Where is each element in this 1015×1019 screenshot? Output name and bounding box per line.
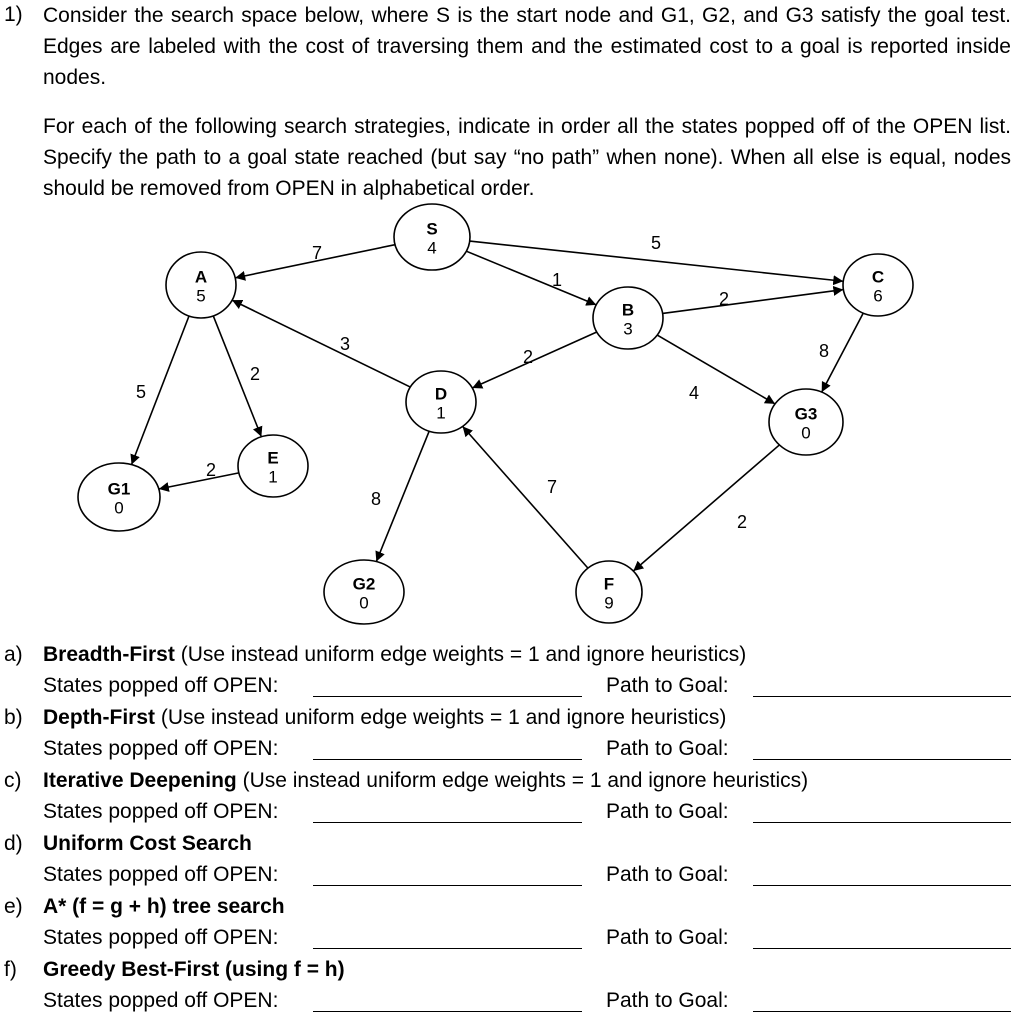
strategy-name: Breadth-First — [43, 643, 175, 666]
path-to-goal-label: Path to Goal: — [606, 926, 729, 949]
node-f — [576, 561, 642, 623]
strategy-note: (Use instead uniform edge weights = 1 and ignore heuristics) — [180, 643, 747, 666]
node-heuristic-label: 0 — [359, 593, 369, 613]
question-intro: Consider the search space below, where S is the start node and G1, G2, and G3 satisfy the goal test. Edges are labeled with the cost of traversing them and the estimated cost to a goal is reported inside nodes. — [43, 4, 1011, 89]
edge-cost-label: 8 — [818, 341, 830, 361]
path-to-goal-label: Path to Goal: — [606, 674, 729, 697]
strategy-letter: f) — [4, 958, 17, 981]
node-name-label: S — [426, 219, 438, 239]
path-to-goal-label: Path to Goal: — [606, 989, 729, 1012]
states-popped-label: States popped off OPEN: — [43, 926, 279, 949]
edge-d-to-g2 — [371, 431, 429, 561]
edge-a-to-e — [213, 316, 261, 437]
states-popped-label: States popped off OPEN: — [43, 989, 279, 1012]
node-heuristic-label: 0 — [801, 423, 811, 443]
edge-c-to-g3 — [819, 313, 863, 392]
path-to-goal-answer-blank[interactable] — [753, 822, 1011, 823]
edge-arrow — [633, 445, 779, 571]
edge-b-to-g3 — [657, 335, 775, 404]
strategy-letter: b) — [4, 706, 23, 729]
node-name-label: B — [621, 300, 635, 320]
edge-cost-label: 1 — [551, 270, 563, 290]
node-heuristic-label: 9 — [604, 593, 614, 613]
node-c — [843, 254, 913, 316]
node-b — [593, 287, 663, 349]
path-to-goal-label: Path to Goal: — [606, 800, 729, 823]
path-to-goal-answer-blank[interactable] — [753, 885, 1011, 886]
edge-b-to-d — [472, 332, 597, 388]
edge-cost-label: 5 — [135, 382, 147, 402]
edge-s-to-b — [466, 251, 596, 305]
path-to-goal-answer-blank[interactable] — [753, 948, 1011, 949]
strategy-letter: a) — [4, 643, 23, 666]
states-popped-answer-blank[interactable] — [313, 759, 582, 760]
path-to-goal-answer-blank[interactable] — [753, 696, 1011, 697]
strategy-name: Iterative Deepening — [43, 769, 237, 792]
question-instructions: For each of the following search strategies, indicate in order all the states popped off of the OPEN list. Specify the path to a goal state reached (but say “no path” when none). When all else is equal, nodes should be removed from OPEN in alphabetical order. — [43, 115, 1011, 200]
strategy-note: (Use instead uniform edge weights = 1 and ignore heuristics) — [242, 769, 809, 792]
node-g1 — [78, 463, 160, 531]
node-e — [238, 435, 308, 497]
edge-arrow — [466, 251, 596, 305]
edge-cost-label: 7 — [311, 243, 323, 263]
node-name-label: D — [434, 384, 448, 404]
states-popped-label: States popped off OPEN: — [43, 674, 279, 697]
node-s — [394, 204, 470, 270]
node-name-label: A — [194, 267, 208, 287]
strategy-name: Uniform Cost Search — [43, 832, 252, 855]
edge-b-to-c — [663, 289, 844, 313]
node-name-label: G1 — [107, 479, 131, 499]
path-to-goal-label: Path to Goal: — [606, 863, 729, 886]
states-popped-answer-blank[interactable] — [313, 822, 582, 823]
question-number: 1) — [4, 3, 23, 26]
edge-s-to-a — [235, 243, 395, 278]
edge-cost-label: 2 — [522, 347, 534, 367]
edge-cost-label: 7 — [546, 477, 558, 497]
node-name-label: G2 — [352, 574, 376, 594]
edge-cost-label: 8 — [370, 489, 382, 509]
strategy-name: Greedy Best-First (using f = h) — [43, 958, 345, 981]
node-d — [406, 371, 476, 433]
node-g2 — [324, 560, 404, 624]
states-popped-answer-blank[interactable] — [313, 696, 582, 697]
edge-e-to-g1 — [159, 460, 239, 489]
edge-cost-label: 2 — [718, 289, 730, 309]
states-popped-answer-blank[interactable] — [313, 1011, 582, 1012]
edge-s-to-c — [470, 233, 844, 281]
states-popped-answer-blank[interactable] — [313, 885, 582, 886]
strategy-letter: e) — [4, 895, 23, 918]
edge-arrow — [463, 426, 588, 568]
edge-arrow — [472, 332, 597, 388]
states-popped-label: States popped off OPEN: — [43, 800, 279, 823]
edge-arrow — [657, 335, 775, 404]
edge-cost-label: 5 — [650, 233, 662, 253]
path-to-goal-answer-blank[interactable] — [753, 1011, 1011, 1012]
strategy-name: A* (f = g + h) tree search — [43, 895, 285, 918]
states-popped-label: States popped off OPEN: — [43, 863, 279, 886]
edge-cost-label: 3 — [339, 334, 351, 354]
node-heuristic-label: 6 — [873, 286, 883, 306]
edge-arrow — [159, 473, 239, 489]
edge-cost-label: 2 — [736, 512, 748, 532]
node-heuristic-label: 5 — [196, 286, 206, 306]
strategy-letter: d) — [4, 832, 23, 855]
node-name-label: G3 — [794, 404, 818, 424]
edge-arrow — [663, 290, 844, 314]
node-heuristic-label: 0 — [114, 498, 124, 518]
strategy-note: (Use instead uniform edge weights = 1 and ignore heuristics) — [160, 706, 727, 729]
node-name-label: F — [603, 574, 615, 594]
node-heuristic-label: 1 — [268, 467, 278, 487]
path-to-goal-answer-blank[interactable] — [753, 759, 1011, 760]
edge-f-to-d — [463, 426, 588, 568]
node-a — [166, 252, 236, 318]
node-heuristic-label: 3 — [623, 319, 633, 339]
strategy-letter: c) — [4, 769, 22, 792]
edge-g3-to-f — [633, 445, 779, 571]
search-graph-diagram — [0, 195, 1015, 625]
edge-cost-label: 2 — [249, 364, 261, 384]
node-name-label: E — [267, 448, 279, 468]
states-popped-label: States popped off OPEN: — [43, 737, 279, 760]
edge-a-to-g1 — [132, 316, 189, 465]
strategy-name: Depth-First — [43, 706, 155, 729]
edge-arrow — [376, 431, 429, 561]
edge-cost-label: 4 — [688, 383, 700, 403]
node-heuristic-label: 4 — [427, 238, 437, 258]
node-name-label: C — [871, 267, 885, 287]
edge-cost-label: 2 — [205, 460, 217, 480]
path-to-goal-label: Path to Goal: — [606, 737, 729, 760]
node-heuristic-label: 1 — [436, 403, 446, 423]
node-g3 — [769, 389, 843, 455]
states-popped-answer-blank[interactable] — [313, 948, 582, 949]
